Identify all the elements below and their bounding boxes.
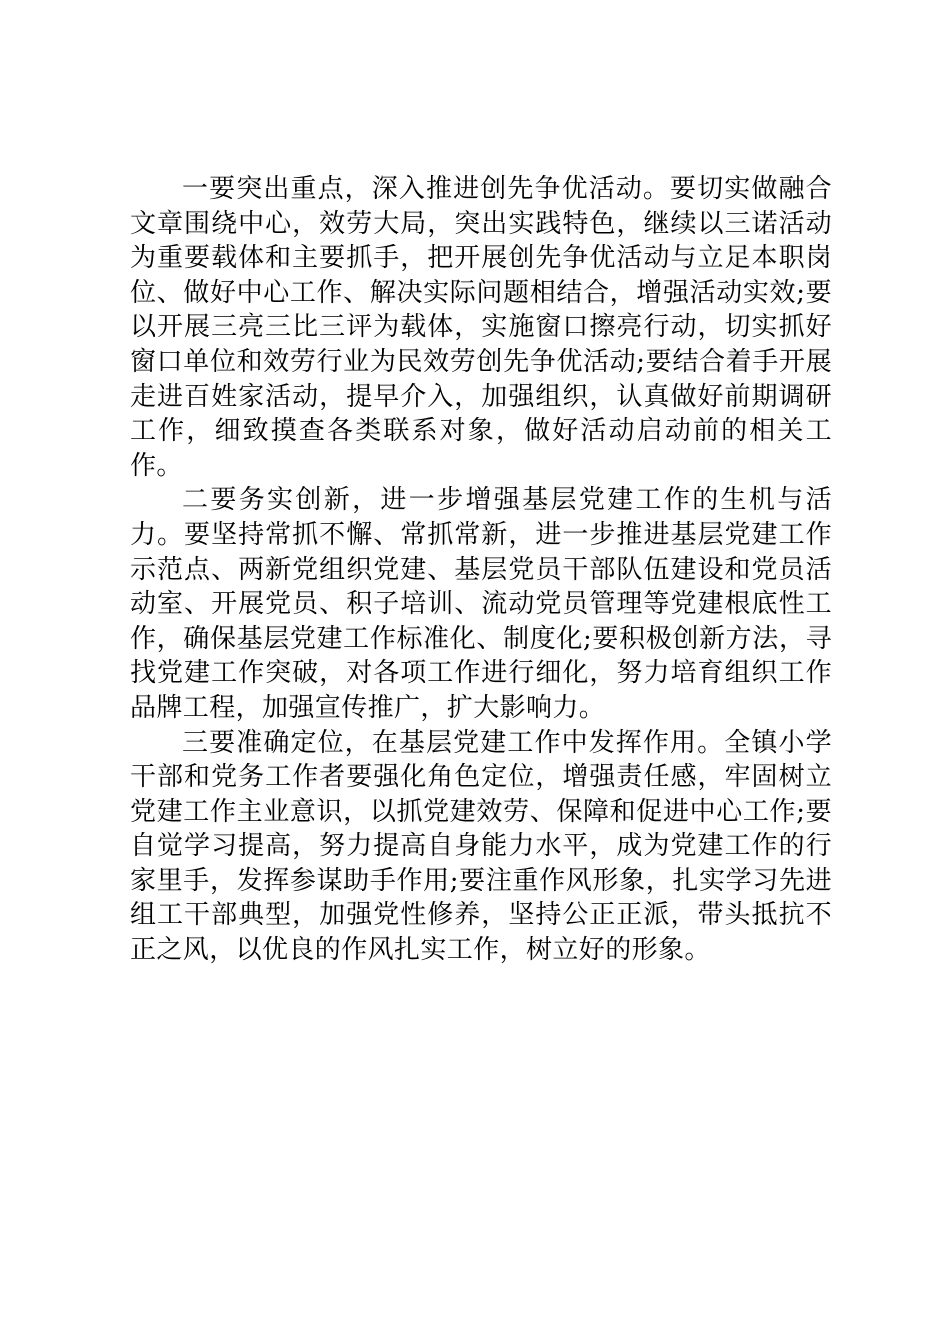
paragraph-2: 二要务实创新，进一步增强基层党建工作的生机与活力。要坚持常抓不懈、常抓常新，进一步推进基层党建工作示范点、两新党组织党建、基层党员干部队伍建设和党员活动室、开展党员、积子培训、流动党员管理等党建根底性工作，确保基层党建工作标准化、制度化;要积极创新方法，寻找党建工作突破，对各项工作进行细化，努力培育组织工作品牌工程，加强宣传推广，扩大影响力。: [130, 485, 832, 723]
paragraph-3: 三要准确定位，在基层党建工作中发挥作用。全镇小学干部和党务工作者要强化角色定位，增强责任感，牢固树立党建工作主业意识，以抓党建效劳、保障和促进中心工作;要自觉学习提高，努力提高自身能力水平，成为党建工作的行家里手，发挥参谋助手作用;要注重作风形象，扎实学习先进组工干部典型，加强党性修养，坚持公正正派，带头抵抗不正之风，以优良的作风扎实工作，树立好的形象。: [130, 727, 832, 966]
paragraph-1: 一要突出重点，深入推进创先争优活动。要切实做融合文章围绕中心，效劳大局，突出实践特色，继续以三诺活动为重要载体和主要抓手，把开展创先争优活动与立足本职岗位、做好中心工作、解决实际问题相结合，增强活动实效;要以开展三亮三比三评为载体，实施窗口擦亮行动，切实抓好窗口单位和效劳行业为民效劳创先争优活动;要结合着手开展走进百姓家活动，提早介入，加强组织，认真做好前期调研工作，细致摸查各类联系对象，做好活动启动前的相关工作。: [130, 174, 832, 481]
document-body: [130, 172, 832, 968]
